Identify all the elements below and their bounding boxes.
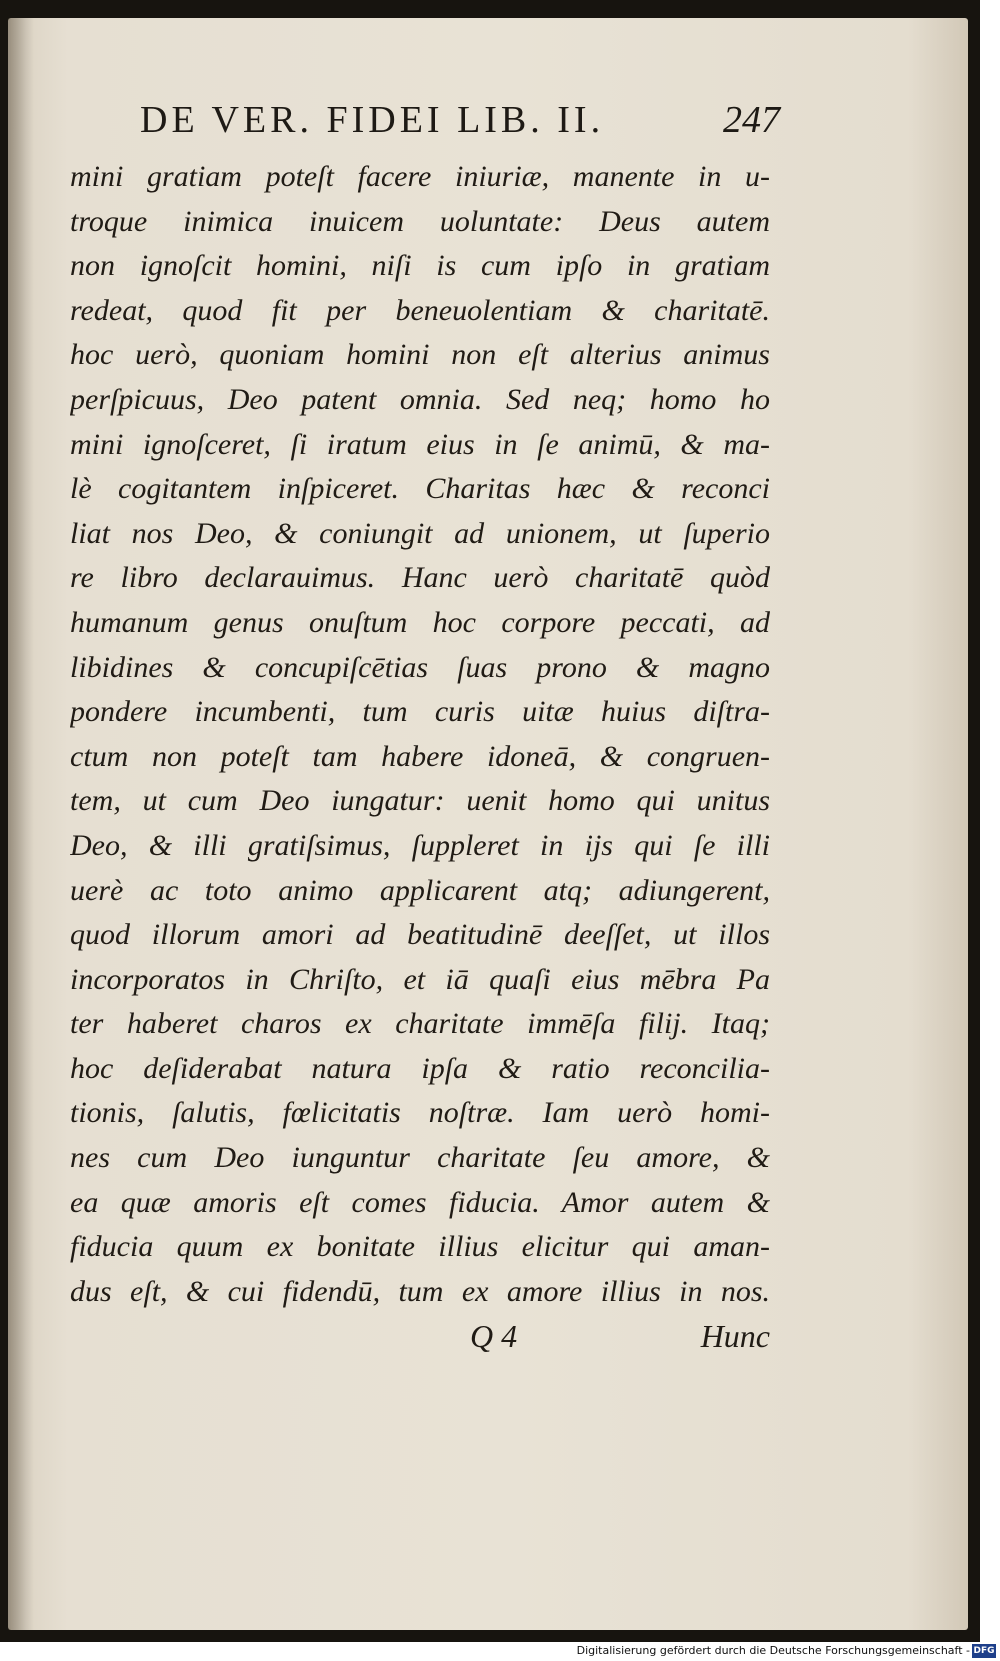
text-line: mini gratiam poteſt facere iniuriæ, manente in u-	[70, 160, 770, 193]
text-line: humanum genus onuſtum hoc corpore peccati, ad	[70, 605, 770, 639]
text-line: dus eſt, & cui fidendū, tum ex amore illius in nos.	[70, 1274, 770, 1308]
text-line: troque inimica inuicem uoluntate: Deus autem	[70, 204, 770, 238]
text-line: liat nos Deo, & coniungit ad unionem, ut ſuperio	[70, 516, 770, 550]
text-line: re libro declarauimus. Hanc uerò charitatē quòd	[70, 561, 770, 595]
text-line: hoc deſiderabat natura ipſa & ratio reconcilia-	[70, 1051, 770, 1085]
text-line: nes cum Deo iunguntur charitate ſeu amore, &	[70, 1141, 770, 1175]
text-line: lè cogitantem inſpiceret. Charitas hæc & reconci	[70, 472, 770, 506]
gutter-shadow	[8, 18, 34, 1630]
text-line: redeat, quod fit per beneuolentiam & charitatē.	[70, 293, 770, 327]
text-line: uerè ac toto animo applicarent atq; adiungerent,	[70, 873, 770, 907]
text-line: incorporatos in Chriſto, et iā quaſi eius mēbra Pa	[70, 962, 770, 996]
text-line: tem, ut cum Deo iungatur: uenit homo qui unitus	[70, 784, 770, 818]
text-line: ter haberet charos ex charitate immēſa filij. Itaq;	[70, 1007, 770, 1041]
text-line: ea quæ amoris eſt comes fiducia. Amor autem &	[70, 1185, 770, 1219]
page-number: 247	[723, 99, 780, 141]
text-line: libidines & concupiſcētias ſuas prono & magno	[70, 650, 770, 684]
catchword: Hunc	[700, 1318, 770, 1354]
running-head-title: DE VER. FIDEI LIB. II.	[140, 99, 605, 141]
text-line: pondere incumbenti, tum curis uitæ huius diſtra-	[70, 695, 770, 729]
footer-bar	[0, 1642, 1000, 1661]
dfg-logo-icon: DFG	[973, 1646, 995, 1656]
text-line: ctum non poteſt tam habere idoneā, & congruen-	[70, 739, 770, 773]
running-head	[130, 98, 780, 150]
text-line: fiducia quum ex bonitate illius elicitur qui aman-	[70, 1230, 770, 1264]
text-line: perſpicuus, Deo patent omnia. Sed neq; homo ho	[70, 382, 770, 416]
text-line: mini ignoſceret, ſi iratum eius in ſe animū, & ma-	[70, 427, 770, 461]
catchline	[470, 1318, 770, 1366]
text-line: hoc uerò, quoniam homini non eſt alterius animus	[70, 338, 770, 372]
text-line: Deo, & illi gratiſsimus, ſuppleret in ijs qui ſe illi	[70, 828, 770, 862]
body-text	[70, 155, 770, 1314]
signature-mark: Q 4	[470, 1318, 518, 1354]
text-line: non ignoſcit homini, niſi is cum ipſo in gratiam	[70, 249, 770, 283]
footer-credit: Digitalisierung gefördert durch die Deutsche Forschungsgemeinschaft -	[576, 1644, 970, 1657]
text-line: tionis, ſalutis, fœlicitatis noſtræ. Iam uerò homi-	[70, 1096, 770, 1130]
text-line: quod illorum amori ad beatitudinē deeſſet, ut illos	[70, 918, 770, 952]
